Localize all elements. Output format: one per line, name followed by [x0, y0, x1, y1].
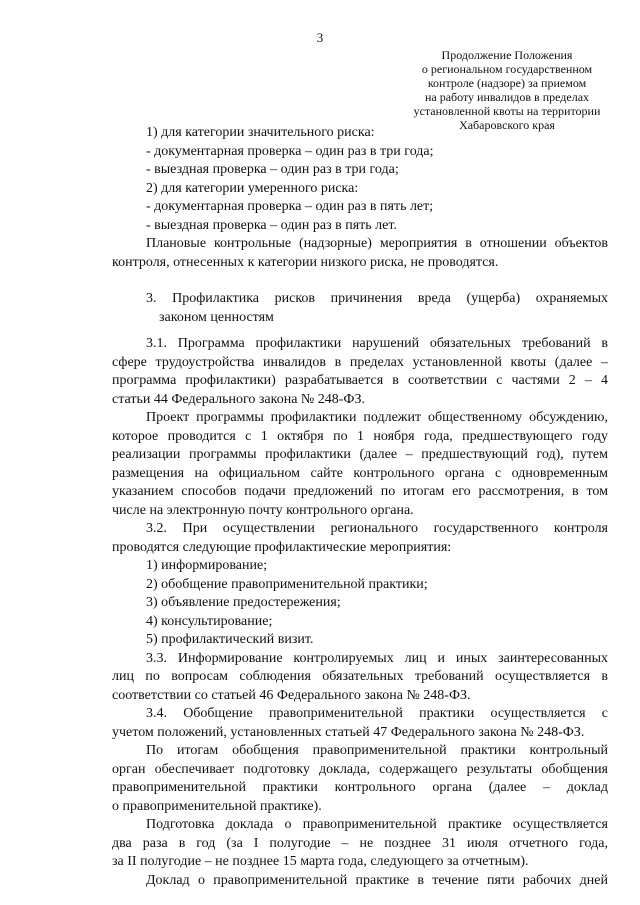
text-line: Подготовка доклада о правоприменительной практике осуществляется [146, 817, 608, 832]
text-line: - документарная проверка – один раз в пять лет; [146, 199, 434, 214]
header-line: установленной квоты на территории [413, 104, 601, 118]
text-line: 3.1. Программа профилактики нарушений обязательных требований в [146, 336, 608, 351]
text-line: - выездная проверка – один раз в пять лет. [146, 217, 397, 233]
document-body [112, 124, 608, 890]
header-line: Продолжение Положения [441, 48, 573, 62]
text-line: лиц по вопросам соблюдения обязательных требований осуществляется в [112, 669, 608, 684]
text-line: числе на электронную почту контрольного органа. [112, 502, 414, 518]
text-line: контроля, отнесенных к категории низкого риска, не проводятся. [112, 254, 499, 270]
text-line: за II полугодие – не позднее 15 марта года, следующего за отчетным). [112, 854, 529, 869]
list-item: 5) профилактический визит. [146, 632, 314, 647]
section-gap [112, 327, 608, 335]
text-line: - выездная проверка – один раз в три года; [146, 162, 399, 177]
list-item: 3) объявление предостережения; [146, 595, 341, 610]
text-line: статьи 44 Федерального закона № 248-ФЗ. [112, 391, 366, 407]
section-heading: законом ценностям [159, 309, 274, 325]
text-line: программа профилактики) разрабатывается в соответствии с частями 2 – 4 [112, 373, 608, 388]
header-line: на работу инвалидов в пределах [424, 90, 590, 104]
text-line: 1) для категории значительного риска: [146, 125, 375, 140]
list-item: 4) консультирование; [146, 613, 273, 629]
text-line: которое проводится с 1 октября по 1 ноября года, предшествующего году [112, 428, 608, 444]
document-header [392, 48, 622, 132]
text-line: соответствии со статьей 46 Федерального закона № 248-ФЗ. [112, 687, 471, 703]
text-line: 2) для категории умеренного риска: [146, 180, 359, 196]
header-line: Хабаровского края [459, 118, 555, 132]
text-line: 3.3. Информирование контролируемых лиц и иных заинтересованных [146, 650, 608, 666]
text-line: правоприменительной практики контрольного органа (далее – доклад [112, 780, 608, 795]
text-line: По итогам обобщения правоприменительной практики контрольный [146, 743, 608, 758]
list-item: 1) информирование; [146, 558, 268, 573]
text-line: сфере трудоустройства инвалидов в пределах установленной квоты (далее – [112, 354, 608, 370]
text-line: Доклад о правоприменительной практике в течение пяти рабочих дней [146, 872, 608, 888]
text-line: указанием способов подачи предложений по итогам его рассмотрения, в том [112, 484, 608, 499]
text-line: о правоприменительной практике). [112, 798, 322, 814]
text-line: Плановые контрольные (надзорные) мероприятия в отношении объектов [146, 236, 608, 251]
text-line: проводятся следующие профилактические мероприятия: [112, 539, 452, 555]
list-item: 2) обобщение правоприменительной практики; [146, 576, 428, 592]
text-line: учетом положений, установленных статьей 47 Федерального закона № 248-ФЗ. [112, 724, 585, 740]
text-line: орган обеспечивает подготовку доклада, содержащего результаты обобщения [112, 761, 608, 777]
text-line: реализации программы профилактики (далее – предшествующий год), путем [112, 447, 608, 462]
text-line: 3.2. При осуществлении регионального государственного контроля [146, 521, 608, 536]
page-number: 3 [316, 30, 324, 45]
text-line: размещения на официальном сайте контрольного органа с одновременным [112, 465, 608, 481]
text-line: Проект программы профилактики подлежит общественному обсуждению, [146, 410, 608, 425]
text-line: 3.4. Обобщение правоприменительной практики осуществляется с [146, 706, 608, 721]
text-line: - документарная проверка – один раз в три года; [146, 143, 434, 159]
header-line: о региональном государственном [421, 62, 593, 76]
section-heading: 3. Профилактика рисков причинения вреда (ущерба) охраняемых [146, 291, 608, 306]
text-line: два раза в год (за I полугодие – не позднее 31 июля отчетного года, [112, 835, 608, 851]
section-gap [112, 272, 608, 290]
header-line: контроле (надзоре) за приемом [427, 76, 587, 90]
